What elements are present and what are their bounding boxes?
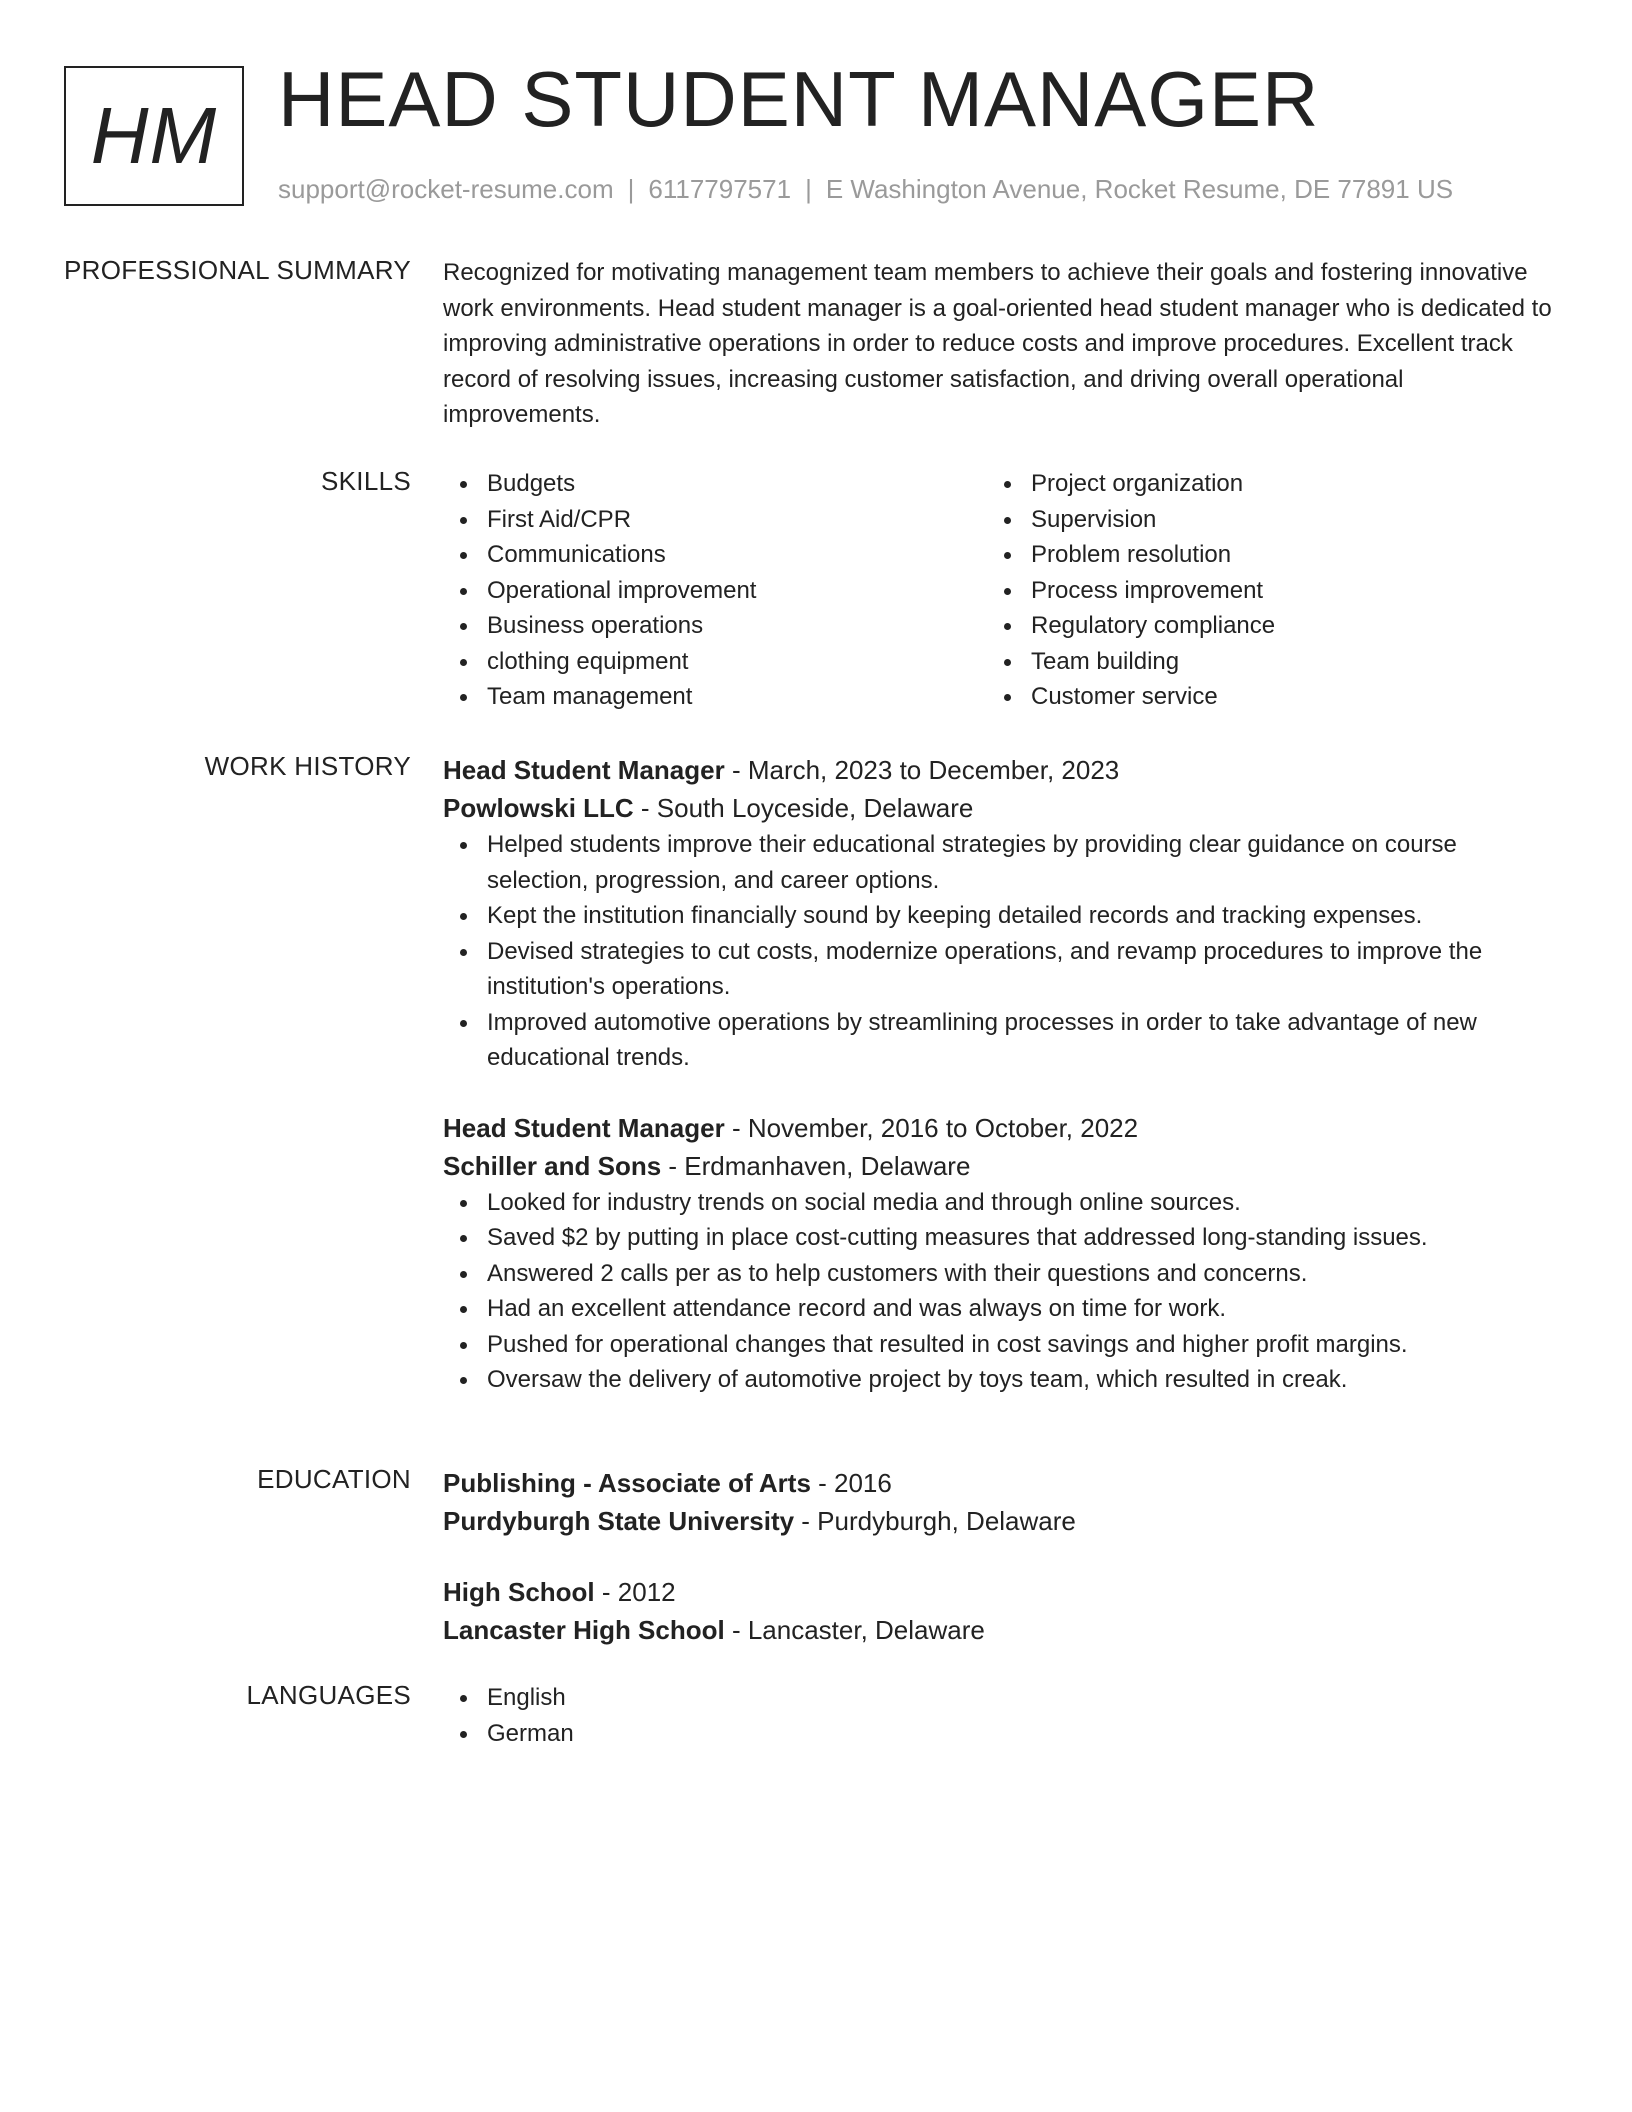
skill-item: Team management: [487, 679, 987, 715]
job-location: - South Loyceside, Delaware: [633, 793, 974, 823]
skill-item: Budgets: [487, 466, 987, 502]
job-title: Head Student Manager: [443, 1112, 725, 1143]
section-label-work-history: WORK HISTORY: [204, 751, 411, 781]
job-title-line: [443, 751, 1553, 789]
skill-item: Problem resolution: [1031, 537, 1531, 573]
monogram-initials: HM: [90, 91, 218, 180]
skills-column-right: [987, 466, 1531, 715]
job-bullet: Saved $2 by putting in place cost-cutting measures that addressed long-standing issues.: [487, 1220, 1553, 1256]
skill-item: Team building: [1031, 644, 1531, 680]
summary-text: Recognized for motivating management team members to achieve their goals and fostering innovative work environments. Head student manager is a goal-oriented head student manager who is dedicated to improving administrative operations in order to reduce costs and improve procedures. Excellent track record of resolving issues, increasing customer satisfaction, and driving overall operational improvements.: [443, 259, 1552, 428]
job-title-line: [443, 1109, 1553, 1147]
skill-item: First Aid/CPR: [487, 502, 987, 538]
skill-item: Customer service: [1031, 679, 1531, 715]
job-company: Powlowski LLC: [443, 793, 634, 823]
monogram-box: [64, 66, 244, 206]
language-item: German: [487, 1716, 1553, 1752]
education-degree-line: [443, 1464, 1553, 1502]
education-location: - Purdyburgh, Delaware: [794, 1506, 1076, 1536]
education-degree: Publishing - Associate of Arts: [443, 1468, 811, 1498]
skill-item: Project organization: [1031, 466, 1531, 502]
skill-item: Communications: [487, 537, 987, 573]
contact-address: E Washington Avenue, Rocket Resume, DE 77891 US: [825, 174, 1454, 204]
contact-phone: 6117797571: [648, 174, 792, 204]
job-bullet: Looked for industry trends on social media and through online sources.: [487, 1185, 1553, 1221]
job-entry: [443, 1109, 1553, 1398]
education-entry: [443, 1573, 1553, 1649]
contact-email: support@rocket-resume.com: [278, 174, 614, 204]
education-body: [443, 1464, 1553, 1649]
education-year: - 2012: [594, 1577, 676, 1607]
job-company-line: [443, 1147, 1553, 1185]
languages-body: [443, 1680, 1553, 1751]
skill-item: Business operations: [487, 608, 987, 644]
job-entry: [443, 751, 1553, 1076]
job-title: Head Student Manager: [443, 755, 725, 785]
skills-column-left: [443, 466, 987, 715]
job-bullet: Oversaw the delivery of automotive project by toys team, which resulted in creak.: [487, 1362, 1553, 1398]
job-bullet: Helped students improve their educational strategies by providing clear guidance on course selection, progression, and career options.: [487, 827, 1553, 898]
contact-separator: |: [627, 174, 635, 204]
education-entry: [443, 1464, 1553, 1540]
job-location: - Erdmanhaven, Delaware: [661, 1150, 971, 1181]
job-company-line: [443, 789, 1553, 827]
skill-item: Regulatory compliance: [1031, 608, 1531, 644]
skill-item: Operational improvement: [487, 573, 987, 609]
section-label-languages: LANGUAGES: [246, 1680, 411, 1710]
job-dates: - November, 2016 to October, 2022: [724, 1112, 1139, 1143]
skill-item: Supervision: [1031, 502, 1531, 538]
contact-separator: |: [805, 174, 812, 204]
job-bullet: Pushed for operational changes that resulted in cost savings and higher profit margins.: [487, 1327, 1553, 1363]
resume-name: HEAD STUDENT MANAGER: [278, 55, 1320, 143]
section-label-skills: SKILLS: [321, 466, 411, 496]
job-company: Schiller and Sons: [443, 1150, 662, 1181]
skill-item: Process improvement: [1031, 573, 1531, 609]
summary-body: [443, 255, 1553, 433]
job-dates: - March, 2023 to December, 2023: [724, 755, 1120, 785]
education-school: Purdyburgh State University: [443, 1506, 795, 1536]
work-history-body: [443, 751, 1553, 1398]
section-label-education: EDUCATION: [257, 1464, 411, 1494]
education-degree-line: [443, 1573, 1553, 1611]
education-location: - Lancaster, Delaware: [724, 1615, 985, 1645]
job-bullets: [443, 827, 1553, 1076]
education-school-line: [443, 1611, 1553, 1649]
education-degree: High School: [443, 1577, 595, 1607]
skills-body: [443, 466, 1553, 715]
job-bullet: Kept the institution financially sound by keeping detailed records and tracking expenses.: [487, 898, 1553, 934]
job-bullet: Improved automotive operations by streamlining processes in order to take advantage of new educational trends.: [487, 1005, 1553, 1076]
job-bullet: Devised strategies to cut costs, modernize operations, and revamp procedures to improve the institution's operations.: [487, 934, 1553, 1005]
job-bullets: [443, 1185, 1553, 1398]
job-bullet: Answered 2 calls per as to help customers with their questions and concerns.: [487, 1256, 1553, 1292]
education-school-line: [443, 1502, 1553, 1540]
job-bullet: Had an excellent attendance record and was always on time for work.: [487, 1291, 1553, 1327]
skill-item: clothing equipment: [487, 644, 987, 680]
language-item: English: [487, 1680, 1553, 1716]
contact-line: [278, 174, 1453, 205]
section-label-summary: PROFESSIONAL SUMMARY: [64, 255, 411, 285]
education-school: Lancaster High School: [443, 1615, 725, 1645]
education-year: - 2016: [810, 1468, 892, 1498]
